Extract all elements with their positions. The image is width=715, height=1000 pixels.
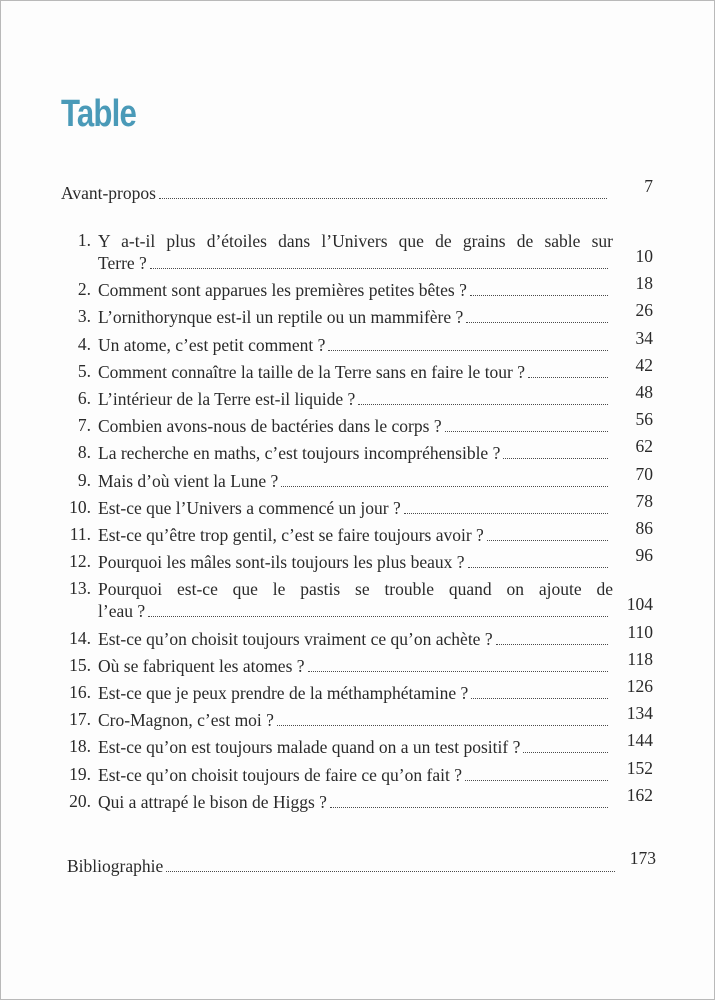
chapter-title-label: Est-ce que l’Univers a commencé un jour ? [98,497,401,518]
chapter-number: 15. [69,654,91,675]
chapter-title [98,442,610,464]
chapter-title [98,736,610,758]
dot-leader [528,377,608,378]
dot-leader [496,644,608,645]
chapter-number: 11. [69,524,91,544]
chapter-number: 13. [69,578,91,599]
chapter-page-number: 10 [635,246,653,266]
chapter-page-number: 62 [635,436,653,457]
chapter-page-number: 56 [635,409,653,430]
chapter-page-number: 134 [626,703,653,724]
chapter-number: 18. [69,736,91,757]
chapter-title [98,497,610,519]
chapter-number: 8. [77,442,91,463]
chapter-number: 19. [69,763,91,784]
chapter-title [98,415,610,437]
chapter-title-line: Pourquoi est-ce que le pastis se trouble quand on ajoute de [98,579,613,600]
chapter-title-label: l’eau ? [98,601,146,622]
dot-leader [523,752,608,753]
chapter-title [98,682,610,704]
chapter-title-label: Mais d’où vient la Lune ? [98,470,279,491]
chapter-page-number: 26 [635,300,653,321]
chapter-number: 1. [77,230,91,250]
dot-leader [150,268,608,269]
chapter-title-label: Est-ce qu’on est toujours malade quand on a un test positif ? [98,737,521,758]
chapter-page-number: 70 [635,463,653,484]
chapter-title-line: Y a-t-il plus d’étoiles dans l’Univers que de grains de sable sur [98,231,613,251]
dot-leader [468,567,609,568]
chapter-page-number: 162 [626,784,653,805]
dot-leader [466,322,608,323]
chapter-page-number: 34 [635,327,653,348]
chapter-title [98,764,610,786]
chapter-number: 5. [77,360,91,381]
toc-entry-page: 173 [629,848,656,868]
dot-leader [328,350,608,351]
chapter-page-number: 48 [635,382,653,402]
dot-leader [148,616,608,617]
chapter-title-label: La recherche en maths, c’est toujours incompréhensible ? [98,443,501,464]
chapter-title-label: Terre ? [98,253,147,273]
dot-leader [308,671,608,672]
chapter-title [98,279,610,301]
chapter-title [98,628,610,650]
chapter-number: 17. [69,709,91,730]
dot-leader [487,540,608,541]
chapter-title-label: Qui a attrapé le bison de Higgs ? [98,791,327,812]
chapter-title [98,252,610,274]
toc-entry-label: Avant-propos [61,183,156,203]
chapter-page-number: 42 [635,354,653,375]
chapter-number: 2. [77,279,91,300]
chapter-title [98,388,610,410]
chapter-title [98,655,610,677]
chapter-title-label: Est-ce qu’on choisit toujours vraiment ce qu’on achète ? [98,628,493,649]
chapter-number: 16. [69,682,91,702]
chapter-title-label: Est-ce qu’être trop gentil, c’est se faire toujours avoir ? [98,525,484,545]
chapter-page-number: 96 [635,545,653,566]
chapter-number: 14. [69,627,91,648]
chapter-title [98,361,610,383]
chapter-page-number: 78 [635,490,653,511]
chapter-number: 10. [69,496,91,517]
dot-leader [277,725,608,726]
chapter-title-label: Cro-Magnon, c’est moi ? [98,710,274,731]
chapter-page-number: 86 [635,518,653,538]
chapter-page-number: 104 [626,594,653,615]
chapter-title [98,524,610,546]
chapter-page-number: 152 [626,757,653,778]
chapter-number: 9. [77,469,91,490]
toc-entry-page: 7 [644,176,653,196]
chapter-title-label: L’ornithorynque est-il un reptile ou un mammifère ? [98,307,464,328]
toc-entry-front [61,182,609,204]
chapter-title [98,551,610,573]
chapter-title [98,600,610,622]
page-title: Table [61,93,136,135]
chapter-title-label: Est-ce que je peux prendre de la méthamphétamine ? [98,683,469,703]
chapter-title [98,709,610,731]
chapter-number: 3. [77,306,91,327]
dot-leader [503,458,608,459]
chapter-number: 12. [69,551,91,572]
chapter-title [98,470,610,492]
chapter-page-number: 144 [626,730,653,751]
dot-leader [471,698,608,699]
dot-leader [404,513,608,514]
chapter-title [98,306,610,328]
chapter-title [98,334,610,356]
chapter-title-label: Comment connaître la taille de la Terre sans en faire le tour ? [98,361,526,382]
chapter-page-number: 18 [635,273,653,294]
dot-leader [470,295,608,296]
chapter-title-label: L’intérieur de la Terre est-il liquide ? [98,389,356,409]
dot-leader [330,807,608,808]
chapter-page-number: 118 [627,648,653,669]
toc-entry-label: Bibliographie [67,856,164,876]
chapter-title [98,791,610,813]
chapter-title-label: Un atome, c’est petit comment ? [98,334,326,355]
chapter-page-number: 126 [626,676,653,696]
chapter-title-label: Comment sont apparues les premières petites bêtes ? [98,280,467,301]
chapter-title-label: Est-ce qu’on choisit toujours de faire ce qu’on fait ? [98,764,462,785]
dot-leader [166,871,615,872]
chapter-title-label: Pourquoi les mâles sont-ils toujours les plus beaux ? [98,552,465,573]
chapter-page-number: 110 [627,621,653,642]
dot-leader [358,404,608,405]
dot-leader [281,486,608,487]
chapter-title-label: Où se fabriquent les atomes ? [98,655,305,676]
chapter-title-label: Combien avons-nous de bactéries dans le corps ? [98,416,442,437]
dot-leader [465,780,608,781]
chapter-number: 7. [77,415,91,436]
chapter-number: 4. [77,333,91,354]
dot-leader [159,198,607,199]
toc-entry-back [67,855,617,877]
chapter-number: 20. [69,790,91,811]
chapter-number: 6. [77,388,91,408]
dot-leader [445,431,608,432]
